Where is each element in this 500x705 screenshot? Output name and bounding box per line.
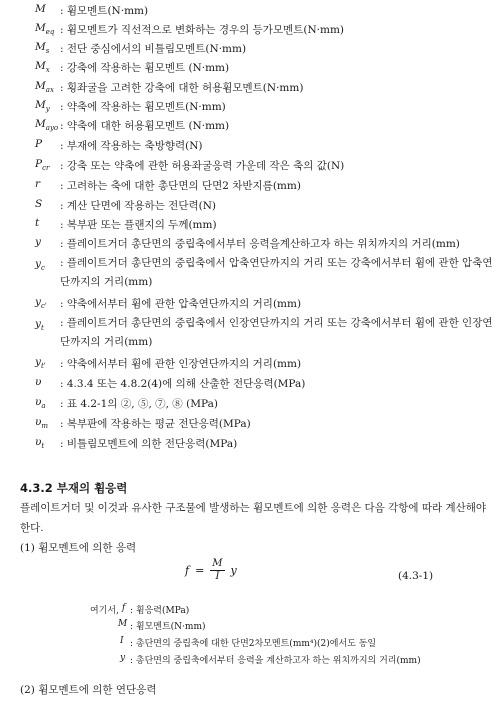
section-paragraph: 플레이트거더 및 이것과 유사한 구조물에 발생하는 휨모멘트에 의한 응력은 다음 각항에 따라 계산해야 한다. — [20, 502, 487, 534]
def-symbol: $\upsilon_a$ — [35, 396, 46, 411]
def-symbol: y — [35, 236, 41, 248]
def-symbol: $M_x$ — [35, 60, 50, 75]
subsection-1-title: (1) 휨모멘트에 의한 응력 — [20, 542, 137, 554]
def-text: : 휨모멘트(N·mm) — [60, 5, 149, 17]
formula-numerator: M — [212, 558, 223, 569]
def-symbol: P — [35, 138, 43, 150]
def-text: : 강축에 작용하는 휨모멘트 (N·mm) — [60, 62, 230, 74]
def-text: : 약축에서부터 휨에 관한 압축연단까지의 거리(mm) — [60, 298, 302, 310]
formula-lhs: f — [185, 564, 190, 577]
where-symbol: I — [120, 636, 124, 646]
def-symbol: $M_{ax}$ — [35, 80, 54, 95]
def-text: : 약축에서부터 휨에 관한 인장연단까지의 거리(mm) — [60, 358, 302, 370]
formula-equals: = — [195, 564, 205, 577]
def-symbol: $M_y$ — [35, 99, 50, 114]
where-def: : 휨모멘트(N·mm) — [130, 622, 206, 632]
where-intro: 여기서, — [90, 606, 119, 616]
formula-4-3-1 — [185, 558, 237, 583]
def-symbol: υ — [35, 376, 42, 388]
subsection-2-title: (2) 휨모멘트에 의한 연단응력 — [20, 684, 157, 696]
def-text: : 계산 단면에 작용하는 전단력(N) — [60, 200, 216, 212]
formula-rhs: y — [230, 564, 237, 577]
formula-fraction — [210, 558, 224, 583]
def-symbol: $M_{ayo}$ — [35, 118, 59, 133]
def-text: : 표 4.2-1의 ②, ⑤, ⑦, ⑧ (MPa) — [60, 398, 218, 410]
def-text: : 약축에 대한 허용휨모멘트 (N·mm) — [60, 120, 230, 132]
def-symbol: t — [35, 217, 40, 229]
def-text: : 비틀림모멘트에 의한 전단응력(MPa) — [60, 438, 238, 450]
def-text: : 부재에 작용하는 축방향력(N) — [60, 140, 203, 152]
def-text: : 횡좌굴을 고려한 강축에 대한 허용휨모멘트(N·mm) — [60, 82, 304, 94]
def-symbol: $\upsilon_t$ — [35, 436, 45, 451]
def-text: : 플레이트거더 총단면의 중립축에서부터 응력을계산하고자 하는 위치까지의 거리(mm) — [60, 238, 460, 250]
def-symbol: M — [35, 3, 46, 15]
def-symbol: $y_t$ — [35, 318, 44, 333]
def-text: : 강축 또는 약축에 관한 허용좌굴응력 가운데 작은 축의 값(N) — [60, 160, 345, 172]
def-text: : 4.3.4 또는 4.8.2(4)에 의해 산출한 전단응력(MPa) — [60, 378, 306, 390]
where-symbol: y — [120, 653, 126, 663]
def-symbol: $y_{c'}$ — [35, 296, 47, 311]
def-symbol: $M_{eq}$ — [35, 22, 55, 37]
section-heading: 4.3.2 부재의 휨응력 — [20, 481, 128, 495]
def-symbol: $\upsilon_m$ — [35, 416, 49, 431]
def-text: : 고려하는 축에 대한 총단면의 단면2 차반지름(mm) — [60, 180, 301, 192]
def-text: : 복부판 또는 플랜지의 두께(mm) — [60, 219, 217, 231]
where-def: : 총단면의 중립축에 대한 단면2차모멘트(mm⁴)(2)에서도 동일 — [130, 639, 377, 649]
formula-denominator: I — [215, 571, 220, 582]
where-symbol: M — [118, 619, 128, 629]
def-text: : 플레이트거더 총단면의 중립축에서 압축연단까지의 거리 또는 강축에서부터 휨에 관한 압축연단까지의 거리(mm) — [60, 257, 493, 288]
where-def: : 휨응력(MPa) — [130, 606, 190, 616]
def-symbol: $P_{cr}$ — [35, 158, 50, 173]
def-text: : 전단 중심에서의 비틀림모멘트(N·mm) — [60, 43, 247, 55]
def-text: : 휨모멘트가 직선적으로 변화하는 경우의 등가모멘트(N·mm) — [60, 24, 345, 36]
where-def: : 총단면의 중립축에서부터 응력을 계산하고자 하는 위치까지의 거리(mm) — [130, 656, 421, 666]
def-symbol: $y_{t'}$ — [35, 356, 46, 371]
def-symbol: S — [35, 198, 43, 210]
equation-number: (4.3-1) — [398, 570, 434, 582]
def-symbol: $y_c$ — [35, 258, 45, 273]
where-symbol: f — [122, 603, 126, 613]
def-text: : 복부판에 작용하는 평균 전단응력(MPa) — [60, 418, 251, 430]
def-text: : 플레이트거더 총단면의 중립축에서 인장연단까지의 거리 또는 강축에서부터 휨에 관한 인장연단까지의 거리(mm) — [60, 317, 493, 348]
def-symbol: $M_s$ — [35, 41, 50, 56]
def-text: : 약축에 작용하는 휨모멘트(N·mm) — [60, 101, 226, 113]
def-symbol: r — [35, 178, 41, 190]
